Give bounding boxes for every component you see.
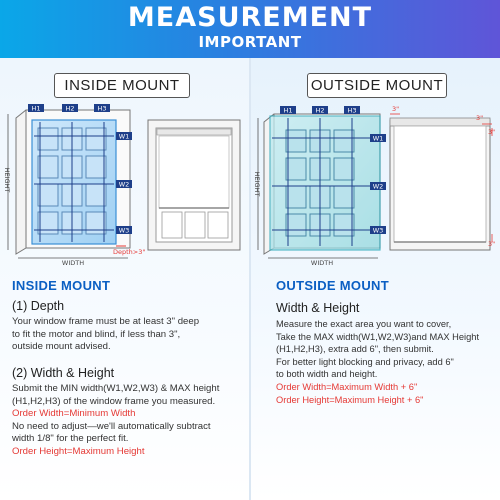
label-three-top: 3" bbox=[392, 105, 400, 113]
label-three-right-mid: 3" bbox=[488, 128, 496, 136]
label-height: HEIGHT bbox=[253, 171, 261, 197]
inside-mount-heading: INSIDE MOUNT bbox=[12, 278, 111, 293]
outside-order-width: Order Width=Maximum Width + 6" bbox=[276, 381, 418, 392]
outside-wh-line-1: Measure the exact area you want to cover, bbox=[276, 319, 452, 329]
depth-line-3: outside mount advised. bbox=[12, 341, 111, 353]
label-w3: W3 bbox=[372, 226, 384, 235]
label-width: WIDTH bbox=[61, 259, 85, 267]
label-h1: H1 bbox=[31, 104, 41, 113]
depth-line-2: to fit the motor and blind, if less than 3", bbox=[12, 328, 181, 340]
inside-order-height: Order Height=Maximum Height bbox=[12, 445, 145, 457]
banner-title: MEASUREMENT bbox=[127, 2, 373, 33]
label-h3: H3 bbox=[347, 106, 357, 115]
label-w1: W1 bbox=[118, 132, 130, 141]
outside-wh-line-2: Take the MAX width(W1,W2,W3)and MAX Height bbox=[276, 331, 480, 342]
label-h2: H2 bbox=[65, 104, 75, 113]
label-h2: H2 bbox=[315, 106, 325, 115]
outside-mount-diagram bbox=[250, 100, 500, 270]
outside-mount-heading: OUTSIDE MOUNT bbox=[276, 278, 389, 293]
header-banner bbox=[0, 0, 500, 58]
label-three-bottom: 3" bbox=[488, 240, 496, 248]
outside-wh-text bbox=[276, 318, 479, 406]
inside-wh-title: (2) Width & Height bbox=[12, 366, 115, 380]
label-w3: W3 bbox=[118, 226, 130, 235]
label-depth: Depth>3" bbox=[113, 248, 146, 256]
outside-order-height: Order Height=Maximum Height + 6" bbox=[276, 394, 424, 405]
depth-text bbox=[12, 316, 199, 354]
adjust-line-1: No need to adjust—we'll automatically subtract bbox=[12, 420, 211, 432]
outside-wh-line-3: (H1,H2,H3), extra add 6", then submit. bbox=[276, 344, 434, 355]
inside-mount-diagram bbox=[0, 100, 250, 270]
inside-order-width: Order Width=Minimum Width bbox=[12, 408, 136, 420]
depth-title: (1) Depth bbox=[12, 299, 65, 313]
inside-mount-pill: INSIDE MOUNT bbox=[54, 73, 190, 98]
inside-wh-line-2: (H1,H2,H3) of the window frame you measured. bbox=[12, 395, 216, 407]
label-w2: W2 bbox=[118, 180, 130, 189]
depth-line-1: Your window frame must be at least 3" deep bbox=[12, 316, 200, 327]
label-w1: W1 bbox=[372, 134, 384, 143]
inside-wh-text bbox=[12, 383, 219, 459]
label-width: WIDTH bbox=[310, 259, 334, 267]
outside-wh-line-5: to both width and height. bbox=[276, 369, 378, 380]
adjust-line-2: width 1/8" for the perfect fit. bbox=[12, 433, 129, 445]
outside-mount-pill: OUTSIDE MOUNT bbox=[307, 73, 447, 98]
outside-wh-title: Width & Height bbox=[276, 301, 360, 315]
label-h1: H1 bbox=[283, 106, 293, 115]
outside-wh-line-4: For better light blocking and privacy, add 6" bbox=[276, 356, 454, 367]
inside-wh-line-1: Submit the MIN width(W1,W2,W3) & MAX height bbox=[12, 383, 220, 394]
banner-subtitle: IMPORTANT bbox=[198, 33, 302, 51]
label-height: HEIGHT bbox=[3, 167, 11, 193]
label-h3: H3 bbox=[97, 104, 107, 113]
label-three-right-top: 3" bbox=[476, 114, 484, 122]
label-w2: W2 bbox=[372, 182, 384, 191]
